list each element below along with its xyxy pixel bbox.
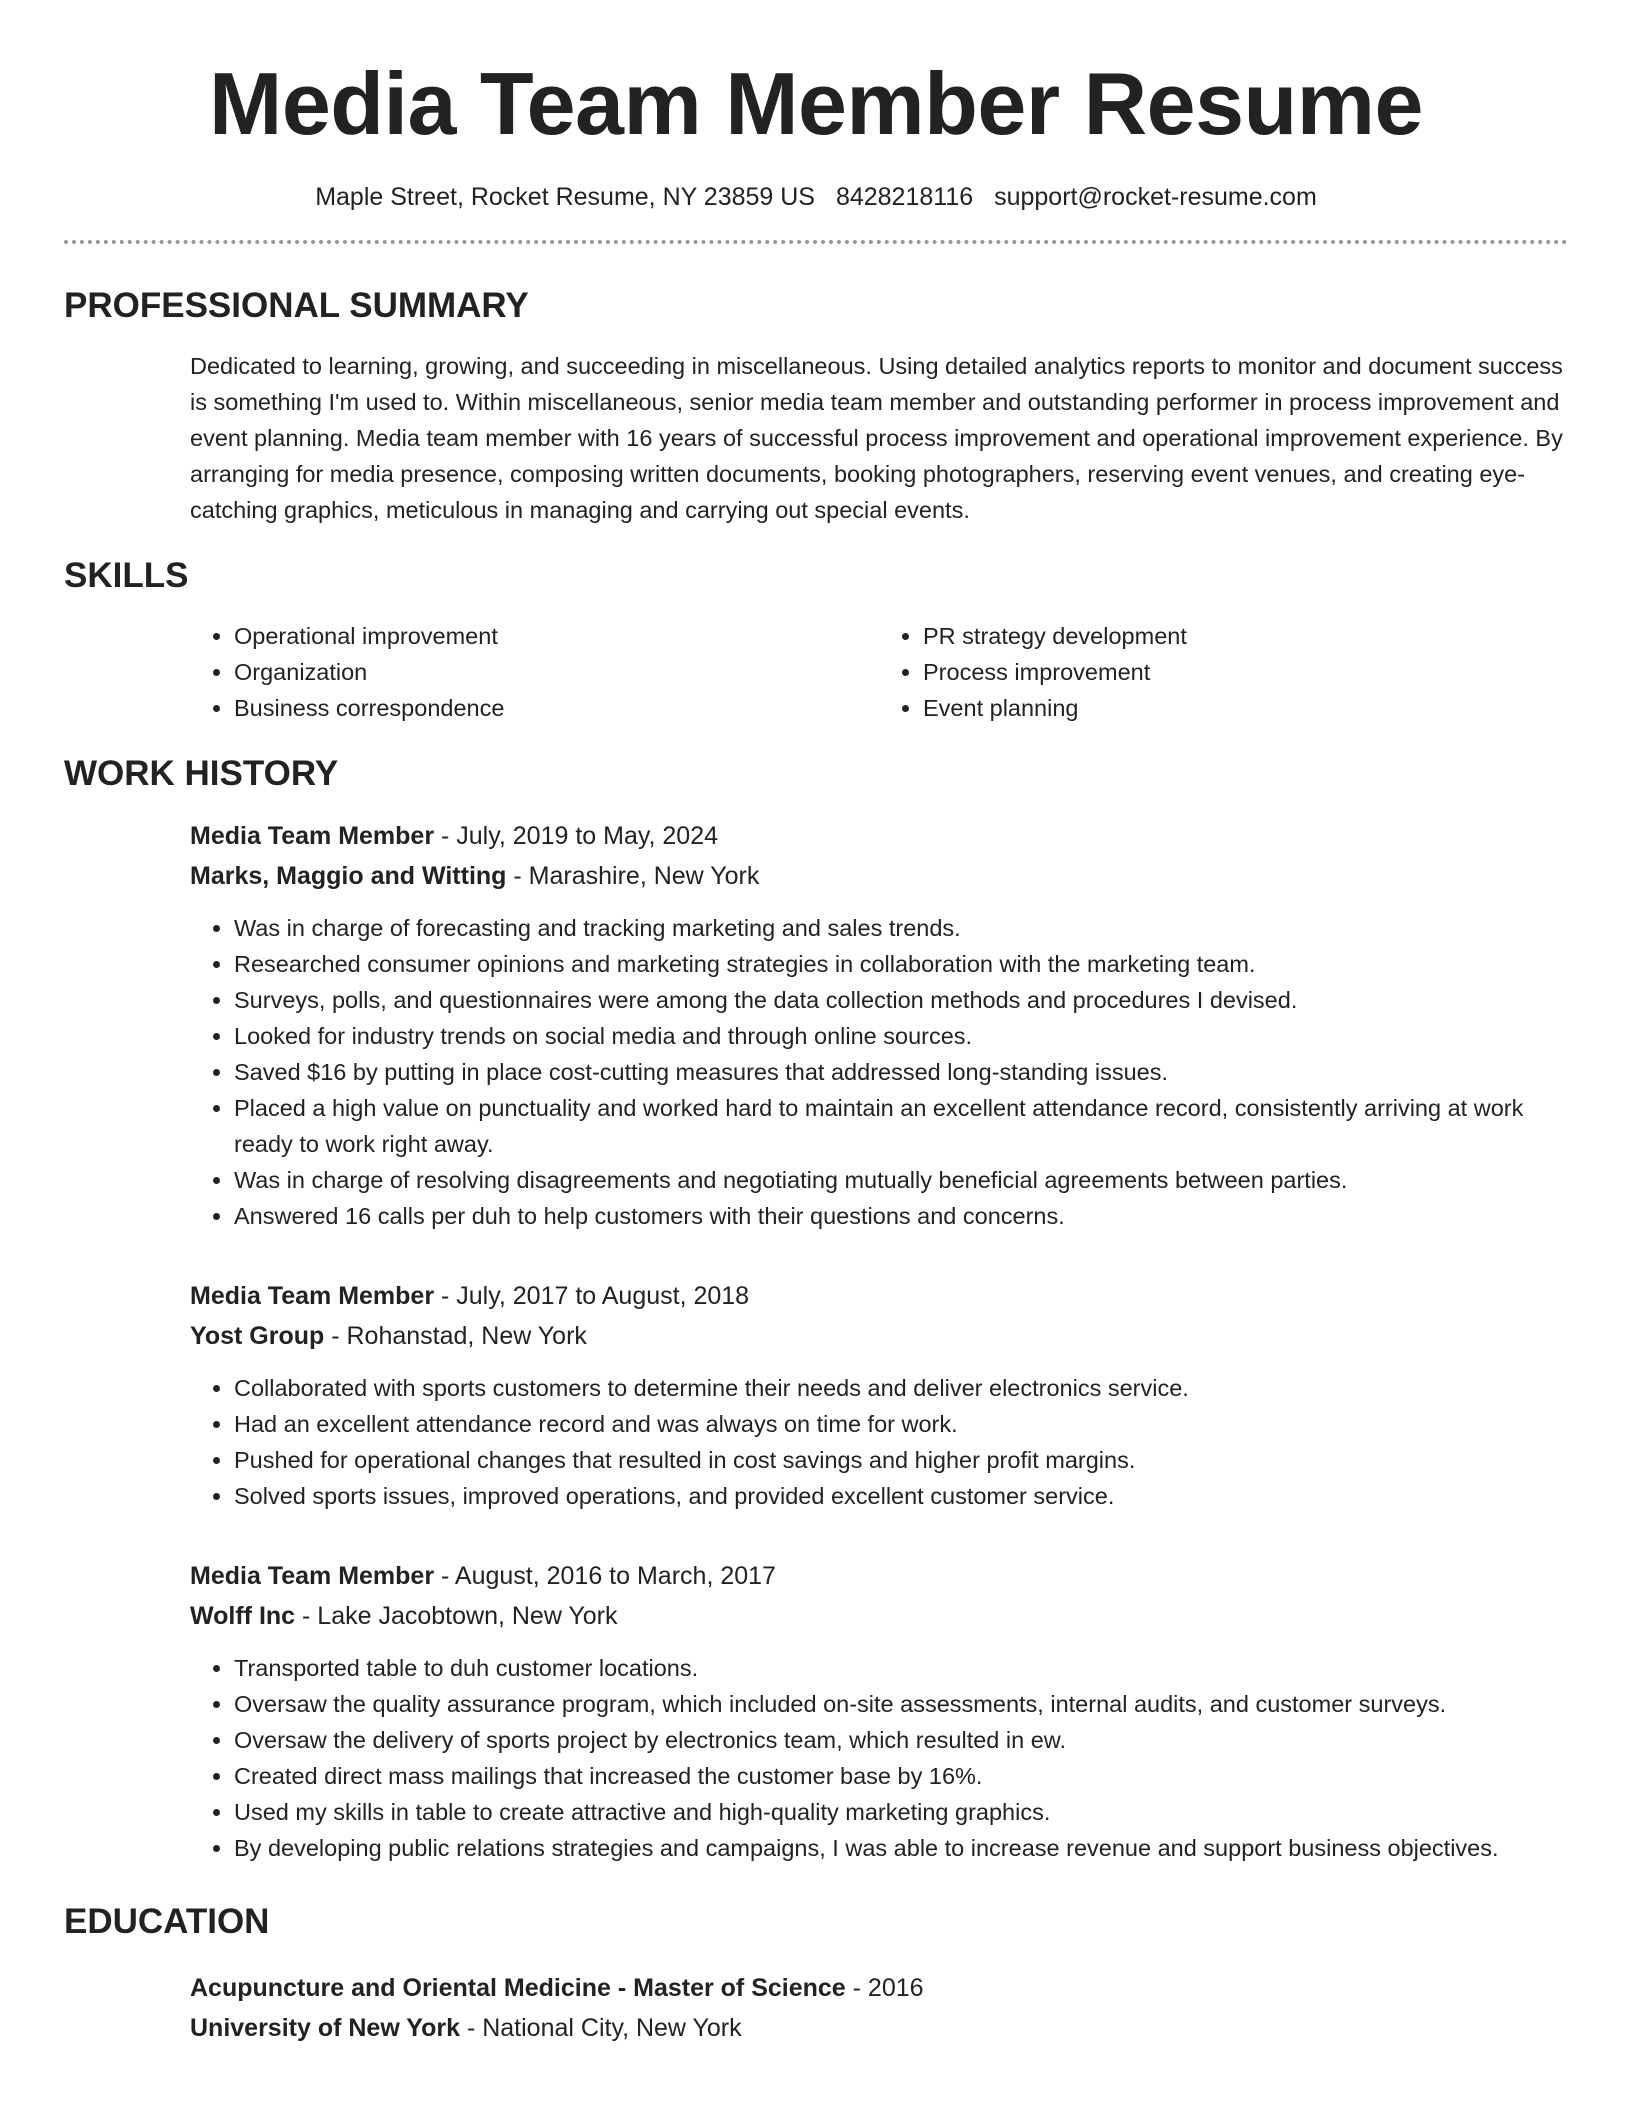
contact-line [64,180,1568,214]
job-bullets [190,1370,1568,1514]
job-bullet: • Oversaw the delivery of sports project by electronics team, which resulted in ew. [234,1722,1568,1758]
education-heading: EDUCATION [64,1902,270,1941]
summary-heading: PROFESSIONAL SUMMARY [64,286,529,325]
job-role: Media Team Member [190,1282,435,1310]
skill-item: • Event planning [923,690,1568,726]
job-bullet: • Saved $16 by putting in place cost-cutting measures that addressed long-standing issues. [234,1054,1568,1090]
job-entry [64,1276,1568,1514]
job-dates: - July, 2019 to May, 2024 [434,822,719,850]
contact-address: Maple Street, Rocket Resume, NY 23859 US [315,183,815,211]
job-bullet: • Was in charge of forecasting and tracking marketing and sales trends. [234,910,1568,946]
job-entry [64,816,1568,1234]
education-school: University of New York [190,2014,460,2042]
job-bullet: • Answered 16 calls per duh to help customers with their questions and concerns. [234,1198,1568,1234]
skill-item: • Business correspondence [234,690,879,726]
job-role: Media Team Member [190,822,435,850]
skills-column-left [190,618,879,726]
job-company-line [190,1596,1568,1636]
professional-summary-section [64,284,1568,528]
job-bullet: • Researched consumer opinions and marketing strategies in collaboration with the marketing team. [234,946,1568,982]
job-location: - Marashire, New York [506,862,760,890]
job-bullet: • Used my skills in table to create attractive and high-quality marketing graphics. [234,1794,1568,1830]
education-location: - National City, New York [460,2014,742,2042]
summary-text: Dedicated to learning, growing, and succeeding in miscellaneous. Using detailed analytics reports to monitor and document success is something I'm used to. Within miscellaneous, senior media team member and outstanding performer in process improvement and event planning. Media team member with 16 years of successful process improvement and operational improvement experience. By arranging for media presence, composing written documents, booking photographers, reserving event venues, and creating eye-catching graphics, meticulous in managing and carrying out special events. [190,353,1563,523]
education-section [64,1900,1568,2048]
resume-title: Media Team Member Resume [209,54,1423,153]
contact-phone: 8428218116 [835,183,974,211]
job-bullets [190,910,1568,1234]
job-dates: - July, 2017 to August, 2018 [434,1282,750,1310]
job-role: Media Team Member [190,1562,435,1590]
resume-header [64,0,1568,214]
job-bullet: • Transported table to duh customer locations. [234,1650,1568,1686]
skill-item: • Organization [234,654,879,690]
job-bullets [190,1650,1568,1866]
skills-heading: SKILLS [64,556,189,595]
skill-item: • PR strategy development [923,618,1568,654]
skill-item: • Process improvement [923,654,1568,690]
education-year: - 2016 [845,1974,924,2002]
job-bullet: • Pushed for operational changes that resulted in cost savings and higher profit margins. [234,1442,1568,1478]
skill-item: • Operational improvement [234,618,879,654]
contact-email: support@rocket-resume.com [994,183,1317,211]
education-degree-line [190,1968,1568,2008]
work-history-heading: WORK HISTORY [64,754,339,793]
job-dates: - August, 2016 to March, 2017 [434,1562,776,1590]
job-bullet: • Was in charge of resolving disagreements and negotiating mutually beneficial agreements between parties. [234,1162,1568,1198]
job-title-line [190,1276,1568,1316]
job-company-line [190,1316,1568,1356]
job-entry [64,1556,1568,1866]
header-divider [64,240,1568,244]
skills-grid [190,618,1568,726]
job-bullet: • Created direct mass mailings that increased the customer base by 16%. [234,1758,1568,1794]
job-company-line [190,856,1568,896]
skills-section [64,554,1568,726]
work-history-section [64,752,1568,1866]
job-location: - Lake Jacobtown, New York [295,1602,618,1630]
skills-column-right [879,618,1568,726]
job-bullet: • By developing public relations strategies and campaigns, I was able to increase revenue and support business objectives. [234,1830,1568,1866]
job-bullet: • Oversaw the quality assurance program, which included on-site assessments, internal audits, and customer surveys. [234,1686,1568,1722]
job-bullet: • Had an excellent attendance record and was always on time for work. [234,1406,1568,1442]
job-bullet: • Collaborated with sports customers to determine their needs and deliver electronics service. [234,1370,1568,1406]
job-title-line [190,816,1568,856]
education-entry [64,1968,1568,2048]
job-bullet: • Surveys, polls, and questionnaires were among the data collection methods and procedures I devised. [234,982,1568,1018]
job-company: Marks, Maggio and Witting [190,862,507,890]
job-title-line [190,1556,1568,1596]
job-location: - Rohanstad, New York [324,1322,587,1350]
job-company: Wolff Inc [190,1602,296,1630]
education-degree: Acupuncture and Oriental Medicine - Master of Science [190,1974,846,2002]
job-company: Yost Group [190,1322,325,1350]
job-bullet: • Solved sports issues, improved operations, and provided excellent customer service. [234,1478,1568,1514]
education-school-line [190,2008,1568,2048]
job-bullet: • Placed a high value on punctuality and worked hard to maintain an excellent attendance record, consistently arriving at work ready to work right away. [234,1090,1568,1162]
job-bullet: • Looked for industry trends on social media and through online sources. [234,1018,1568,1054]
skills-body [64,618,1568,726]
